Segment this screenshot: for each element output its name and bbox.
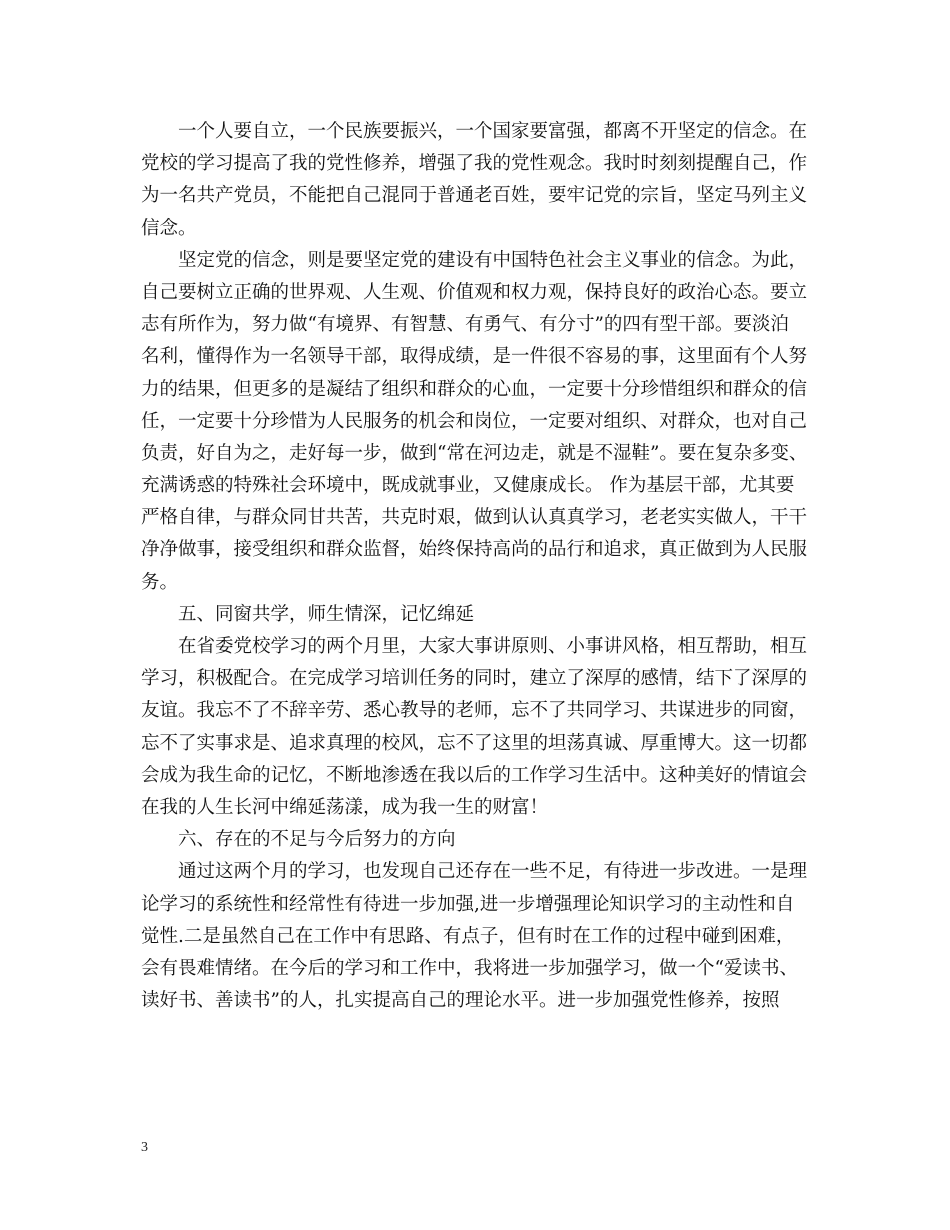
text-line: 负责，好自为之，走好每一步，做到“常在河边走，就是不湿鞋”。要在复杂多变、 — [141, 442, 808, 464]
text-line: 读好书、善读书”的人，扎实提高自己的理论水平。进一步加强党性修养，按照 — [141, 990, 780, 1012]
text-line: 为一名共产党员，不能把自己混同于普通老百姓，要牢记党的宗旨，坚定马列主义 — [141, 185, 808, 207]
text-line: 志有所作为，努力做“有境界、有智慧、有勇气、有分寸”的四有型干部。要淡泊 — [141, 314, 789, 336]
text-line: 六、存在的不足与今后努力的方向 — [178, 829, 456, 851]
text-line: 学习，积极配合。在完成学习培训任务的同时，建立了深厚的感情，结下了深厚的 — [141, 668, 808, 690]
text-line: 论学习的系统性和经常性有待进一步加强,进一步增强理论知识学习的主动性和自 — [141, 893, 795, 915]
text-line: 坚定党的信念，则是要坚定党的建设有中国特色社会主义事业的信念。为此， — [178, 249, 808, 271]
text-line: 会有畏难情绪。在今后的学习和工作中，我将进一步加强学习，做一个“爱读书、 — [141, 957, 798, 979]
text-line: 严格自律，与群众同甘共苦，共克时艰，做到认认真真学习，老老实实做人，干干 — [141, 507, 808, 529]
text-line: 在省委党校学习的两个月里，大家大事讲原则、小事讲风格，相互帮助，相互 — [178, 636, 808, 657]
text-line: 五、同窗共学，师生情深，记忆绵延 — [178, 603, 475, 625]
text-line: 忘不了实事求是、追求真理的校风，忘不了这里的坦荡真诚、厚重博大。这一切都 — [141, 732, 808, 754]
text-line: 任，一定要十分珍惜为人民服务的机会和岗位，一定要对组织、对群众，也对自己 — [141, 410, 808, 432]
text-line: 党校的学习提高了我的党性修养，增强了我的党性观念。我时时刻刻提醒自己，作 — [141, 153, 808, 175]
text-line: 觉性.二是虽然自己在工作中有思路、有点子，但有时在工作的过程中碰到困难， — [141, 925, 795, 947]
text-line: 自己要树立正确的世界观、人生观、价值观和权力观，保持良好的政治心态。要立 — [141, 281, 808, 303]
text-line: 务。 — [141, 571, 179, 593]
page-number: 3 — [141, 1140, 148, 1155]
text-line: 力的结果，但更多的是凝结了组织和群众的心血，一定要十分珍惜组织和群众的信 — [141, 378, 808, 400]
document-body — [141, 116, 817, 1017]
text-line: 会成为我生命的记忆，不断地渗透在我以后的工作学习生活中。这种美好的情谊会 — [141, 764, 808, 786]
text-line: 通过这两个月的学习，也发现自己还存在一些不足，有待进一步改进。一是理 — [178, 861, 808, 883]
text-line: 名利，懂得作为一名领导干部，取得成绩，是一件很不容易的事，这里面有个人努 — [141, 346, 808, 368]
text-line: 净净做事，接受组织和群众监督，始终保持高尚的品行和追求，真正做到为人民服 — [141, 539, 808, 561]
text-line: 充满诱惑的特殊社会环境中，既成就事业，又健康成长。 作为基层干部，尤其要 — [141, 475, 795, 497]
text-line: 在我的人生长河中绵延荡漾，成为我一生的财富！ — [141, 796, 549, 818]
text-line: 友谊。我忘不了不辞辛劳、悉心教导的老师，忘不了共同学习、共谋进步的同窗， — [141, 700, 808, 722]
text-line: 一个人要自立，一个民族要振兴，一个国家要富强，都离不开坚定的信念。在 — [178, 121, 808, 142]
text-line: 信念。 — [141, 217, 197, 239]
